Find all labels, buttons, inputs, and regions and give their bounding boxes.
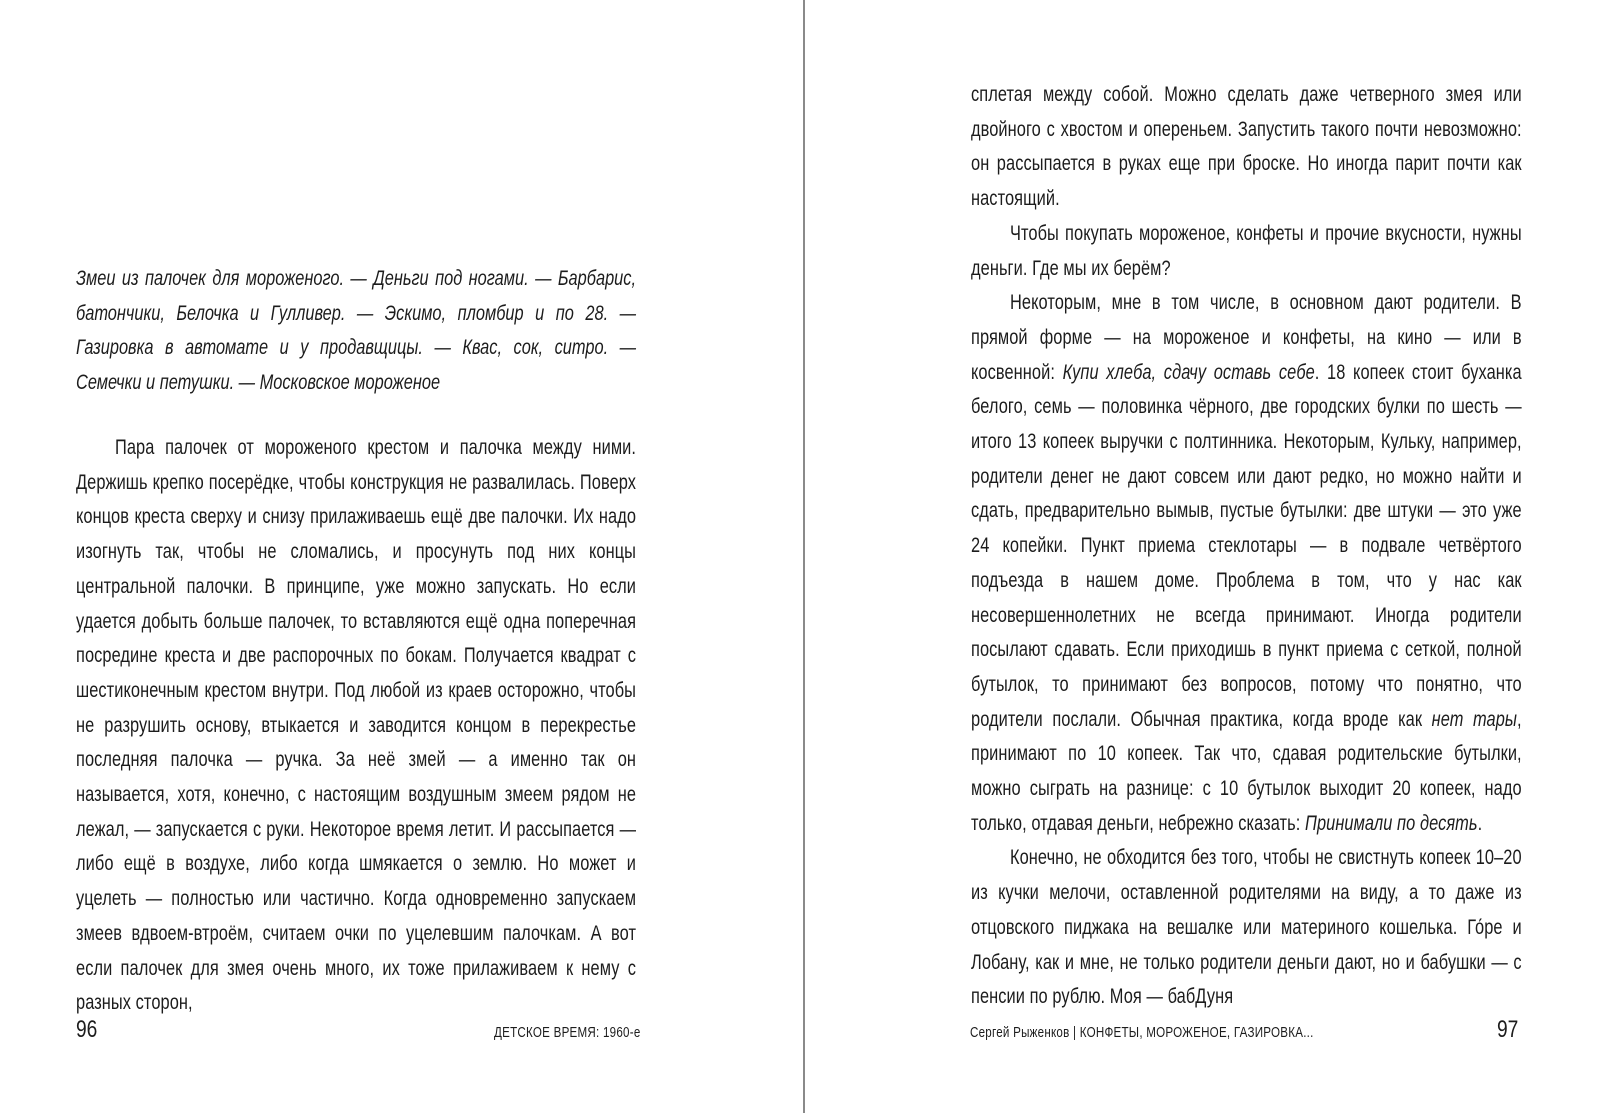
text-run: . — [1477, 811, 1483, 835]
running-head-left: ДЕТСКОЕ ВРЕМЯ: 1960-е — [494, 1025, 641, 1041]
running-head-right: Сергей Рыженков | КОНФЕТЫ, МОРОЖЕНОЕ, ГАЗИРОВКА... — [970, 1025, 1314, 1041]
paragraph: Пара палочек от мороженого крестом и палочка между ними. Держишь крепко посерёдке, чтобы конструкция не развалилась. Поверх концов креста сверху и снизу прилаживаешь ещё две палочки. Их надо изогнуть так, чтобы не сломались, и просунуть под них концы центральной палочки. В принципе, уже можно запускать. Но если удается добыть больше палочек, то вставляются ещё одна поперечная посредине креста и две распорочных по бокам. Получается квадрат с шестиконечным крестом внутри. Под любой из краев осторожно, чтобы не разрушить основу, втыкается и заводится концом в перекрестье последняя палочка — ручка. За неё змей — а именно так он называется, хотя, конечно, с настоящим воздушным змеем рядом не лежал, — запускается с руки. Некоторое время летит. И рассыпается — либо ещё в воздухе, либо когда шмякается о землю. Но может и уцелеть — полностью или частично. Когда одновременно запускаем змеев вдвоем-втроём, считаем очки по уцелевшим палочкам. А вот если палочек для змея очень много, их тоже прилаживаем к нему с разных сторон, — [76, 436, 637, 1015]
right-page — [805, 0, 1600, 1113]
paragraph — [971, 286, 1522, 841]
text-run: Некоторым, мне в том числе, в основном дают родители. В прямой форме — на мороженое и конфеты, на кино — или в косвенной: — [971, 291, 1522, 384]
italic-phrase: нет тары — [1431, 707, 1518, 731]
text-run: . 18 копеек стоит буханка белого, семь — половинка чёрного, две городских булки по шесть — итого 13 копеек выручки с полтинника. Некоторым, Кульку, например, родители денег не дают совсем или дают редко, но можно найти и сдать, предварительно вымыв, пустые бутылки: две штуки — это уже 24 копейки. Пункт приема стеклотары — в подвале четвёртого подъезда в нашем доме. Проблема в том, что у нас как несовершеннолетних не всегда принимают. Иногда родители посылают сдавать. Если приходишь в пункт приема с сеткой, полной бутылок, то принимают без вопросов, потому что понятно, что родители послали. Обычная практика, когда вроде как — [971, 360, 1522, 731]
italic-phrase: Купи хлеба, сдачу оставь себе — [1062, 360, 1315, 384]
right-body-text — [971, 78, 1522, 1015]
left-body-text — [76, 431, 636, 1021]
chapter-epigraph: Змеи из палочек для мороженого. — Деньги под ногами. — Барбарис, батончики, Белочка и Гулливер. — Эскимо, пломбир и по 28. — Газировка в автомате и у продавщицы. — Квас, сок, ситро. — Семечки и петушки. — Московское мороженое — [76, 267, 637, 395]
paragraph: Чтобы покупать мороженое, конфеты и прочие вкусности, нужны деньги. Где мы их берём? — [971, 221, 1522, 280]
paragraph: Конечно, не обходится без того, чтобы не свистнуть копеек 10–20 из кучки мелочи, оставленной родителями на виду, а то даже из отцовского пиджака на вешалке или материного кошелька. Го́ре и Лобану, как и мне, не только родители деньги дают, но и бабушки — с пенсии по рублю. Моя — бабДуня — [971, 846, 1522, 1009]
text-run: , принимают по 10 копеек. Так что, сдавая родительские бутылки, можно сыграть на разнице: с 10 бутылок выходит 20 копеек, надо только, отдавая деньги, небрежно сказать: — [971, 707, 1522, 835]
page-number-right: 97 — [1497, 1016, 1519, 1043]
italic-phrase: Принимали по десять — [1304, 811, 1478, 835]
paragraph: сплетая между собой. Можно сделать даже четверного змея или двойного с хвостом и опереньем. Запустить такого почти невозможно: он рассыпается в руках еще при броске. Но иногда парит почти как настоящий. — [971, 83, 1522, 211]
page-number-left: 96 — [76, 1016, 98, 1043]
